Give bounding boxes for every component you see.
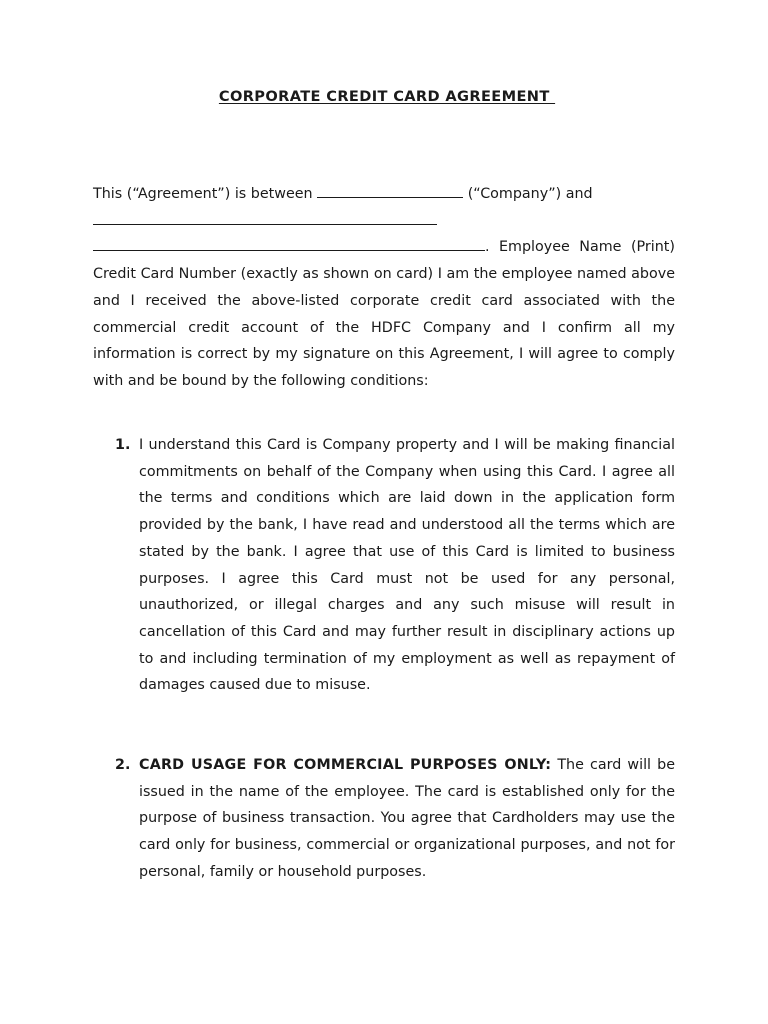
list-item — [115, 432, 675, 699]
intro-paragraph — [93, 181, 675, 395]
item-text — [139, 432, 675, 699]
item-heading: CARD USAGE FOR COMMERCIAL PURPOSES ONLY: — [139, 757, 552, 773]
item-text — [139, 752, 675, 886]
document-title: CORPORATE CREDIT CARD AGREEMENT — [218, 88, 556, 105]
item-body: I understand this Card is Company property and I will be making financial commitments on behalf of the Company when using this Card. I agree all the terms and conditions which are laid down in the application form provided by the bank, I have read and understood all the terms which are stated by the bank. I agree that use of this Card is limited to business purposes. I agree this Card must not be used for any personal, unauthorized, or illegal charges and any such misuse will result in cancellation of this Card and may further result in disciplinary actions up to and including termination of my employment as well as repayment of damages caused due to misuse. — [139, 437, 675, 694]
list-item — [115, 752, 675, 886]
employee-blank-line-2 — [93, 236, 485, 251]
intro-text-part1: This (“Agreement”) is between — [93, 186, 318, 202]
item-number: 1. — [115, 437, 131, 453]
intro-text-part2: (“Company”) and — [463, 186, 593, 202]
employee-blank-line-1 — [93, 210, 437, 225]
item-body: The card will be issued in the name of the employee. The card is established only for the purpose of business transaction. You agree that Cardholders may use the card only for business, commercial or organizational purposes, and not for personal, family or household purposes. — [139, 757, 675, 880]
item-number: 2. — [115, 757, 131, 773]
intro-text-part3: . Employee Name (Print) Credit Card Number (exactly as shown on card) I am the employee named above and I received the above-listed corporate credit card associated with the commercial credit account of the HDFC Company and I confirm all my information is correct by my signature on this Agreement, I will agree to comply with and be bound by the following conditions: — [93, 239, 675, 389]
company-blank-line — [317, 183, 463, 198]
